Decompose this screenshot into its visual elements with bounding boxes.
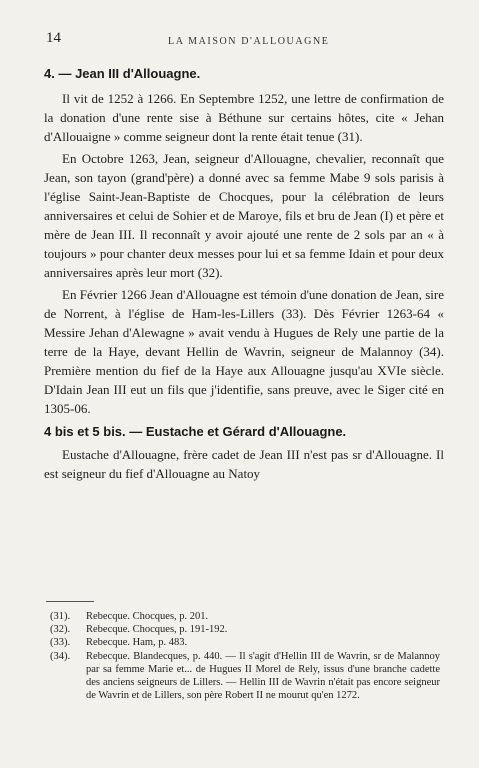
paragraph: En Octobre 1263, Jean, seigneur d'Allouagne, chevalier, reconnaît que Jean, son tayon (grand'père) a donné avec sa femme Mabe 9 sols parisis à l'église Saint-Jean-Baptiste de Chocques, pour la célébration de leurs anniversaires et celui de Sohier et de Maroye, fils et bru de Jean (I) et père et mère de Jean III. Il reconnaît y avoir ajouté une rente de 2 sols par an « à toujours » pour chanter deux messes pour lui et sa femme Idain et pour deux anniversaires après leur mort (32). — [44, 151, 444, 280]
footnote-number: (33). — [50, 637, 71, 649]
footnotes — [50, 610, 440, 702]
footnote-text: Rebecque. Chocques, p. 191-192. — [86, 624, 228, 636]
footnote-number: (32). — [50, 624, 71, 636]
footnote-text: Rebecque. Chocques, p. 201. — [86, 611, 209, 622]
running-head: LA MAISON D'ALLOUAGNE — [168, 36, 330, 47]
footnote-text: Rebecque. Blandecques, p. 440. — Il s'agit d'Hellin III de Wavrin, sr de Malannoy par sa femme Marie et... de Hugues II Morel de Rely, issus d'une branche cadette des anciens seigneurs de Lillers. — Hellin III de Wavrin n'était pas encore seigneur de Wavrin et de Lillers, son père Robert II ne mourut qu'en 1272. — [86, 650, 440, 702]
footnote-number: (34). — [50, 650, 71, 662]
paragraph: En Février 1266 Jean d'Allouagne est témoin d'une donation de Jean, sire de Norrent, à l'église de Ham-les-Lillers (33). Dès Février 1263-64 « Messire Jehan d'Alewagne » avait vendu à Hugues de Rely une partie de la terre de la Haye, devant Hellin de Wavrin, seigneur de Malannoy (34). Première mention du fief de la Haye aux Allouagne jusqu'au XVIe siècle. D'Idain Jean III eut un fils que j'identifie, sans preuve, avec le Siger cité en 1305-06. — [44, 287, 444, 416]
footnote-number: (31). — [50, 611, 71, 622]
body-text — [44, 66, 444, 486]
section-heading: 4. — Jean III d'Allouagne. — [44, 66, 201, 81]
section-heading: 4 bis et 5 bis. — Eustache et Gérard d'Allouagne. — [44, 424, 347, 439]
footnote — [50, 610, 440, 623]
paragraph: Eustache d'Allouagne, frère cadet de Jean III n'est pas sr d'Allouagne. Il est seigneur du fief d'Allouagne au Natoy — [44, 447, 444, 481]
footnote — [50, 636, 440, 649]
page-number: 14 — [46, 30, 61, 46]
footnote — [50, 623, 440, 636]
paragraph: Il vit de 1252 à 1266. En Septembre 1252, une lettre de confirmation de la donation d'une rente sise à Béthune sur certains hôtes, cite « Jehan d'Allouaigne » comme seigneur dont la rente était tenue (31). — [44, 91, 444, 144]
footnote-text: Rebecque. Ham, p. 483. — [86, 637, 188, 649]
footnote — [50, 650, 440, 703]
footnote-rule — [46, 601, 94, 602]
